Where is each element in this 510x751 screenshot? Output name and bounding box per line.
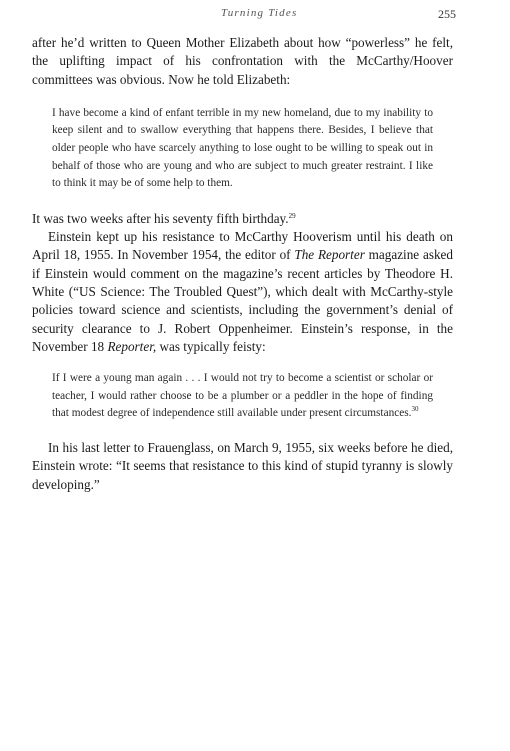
magazine-title-short: Reporter, [107,338,157,354]
paragraph-2-text: It was two weeks after his seventy fifth birthday. [32,210,289,226]
page-number: 255 [438,7,456,21]
paragraph-3-text-b: magazine asked if Einstein would comment on the magazine’s recent articles by Theodore H. White (“US Science: The Troubled Quest”), which dealt with McCarthy-style policies toward science and scientists, including the government’s denial of security clearance to J. Robert Oppenheimer. Einstein’s response, in the November 18 [32,247,453,354]
block-quote-2 [32,370,453,423]
magazine-title: The Reporter [294,247,365,263]
body-text [32,34,453,494]
footnote-ref-29: 29 [288,211,296,220]
paragraph-4: In his last letter to Frauenglass, on March 9, 1955, six weeks before he died, Einstein wrote: “It seems that resistance to this kind of stupid tyranny is slowly developing.” [32,440,453,492]
paragraph-3-text-a: Einstein kept up his resistance to McCarthy Hooverism until his death on April 18, 1955. In November 1954, the editor of [32,229,453,263]
paragraph-2 [32,210,453,228]
paragraph-3-text-c: was typically feisty: [156,338,266,354]
block-quote-1: I have become a kind of enfant terrible in my new homeland, due to my inability to keep silent and to swallow everything that happens there. Besides, I believe that older people who have scarcely anything to lose ought to be willing to speak out in behalf of those who are young and who are subject to much greater restraint. I like to think it may be of some help to them. [52,106,433,190]
footnote-ref-30: 30 [411,405,419,414]
paragraph-1: after he’d written to Queen Mother Elizabeth about how “powerless” he felt, the uplifting impact of his confrontation with the McCarthy/Hoover committees was obvious. Now he told Elizabeth: [32,35,453,87]
running-head [0,7,510,23]
paragraph-3 [32,228,453,356]
running-title: Turning Tides [221,7,298,19]
block-quote-2-text: If I were a young man again . . . I would not try to become a scientist or scholar or teacher, I would rather choose to be a plumber or a peddler in the hope of finding that modest degree of independence still available under present circumstances. [52,372,433,420]
